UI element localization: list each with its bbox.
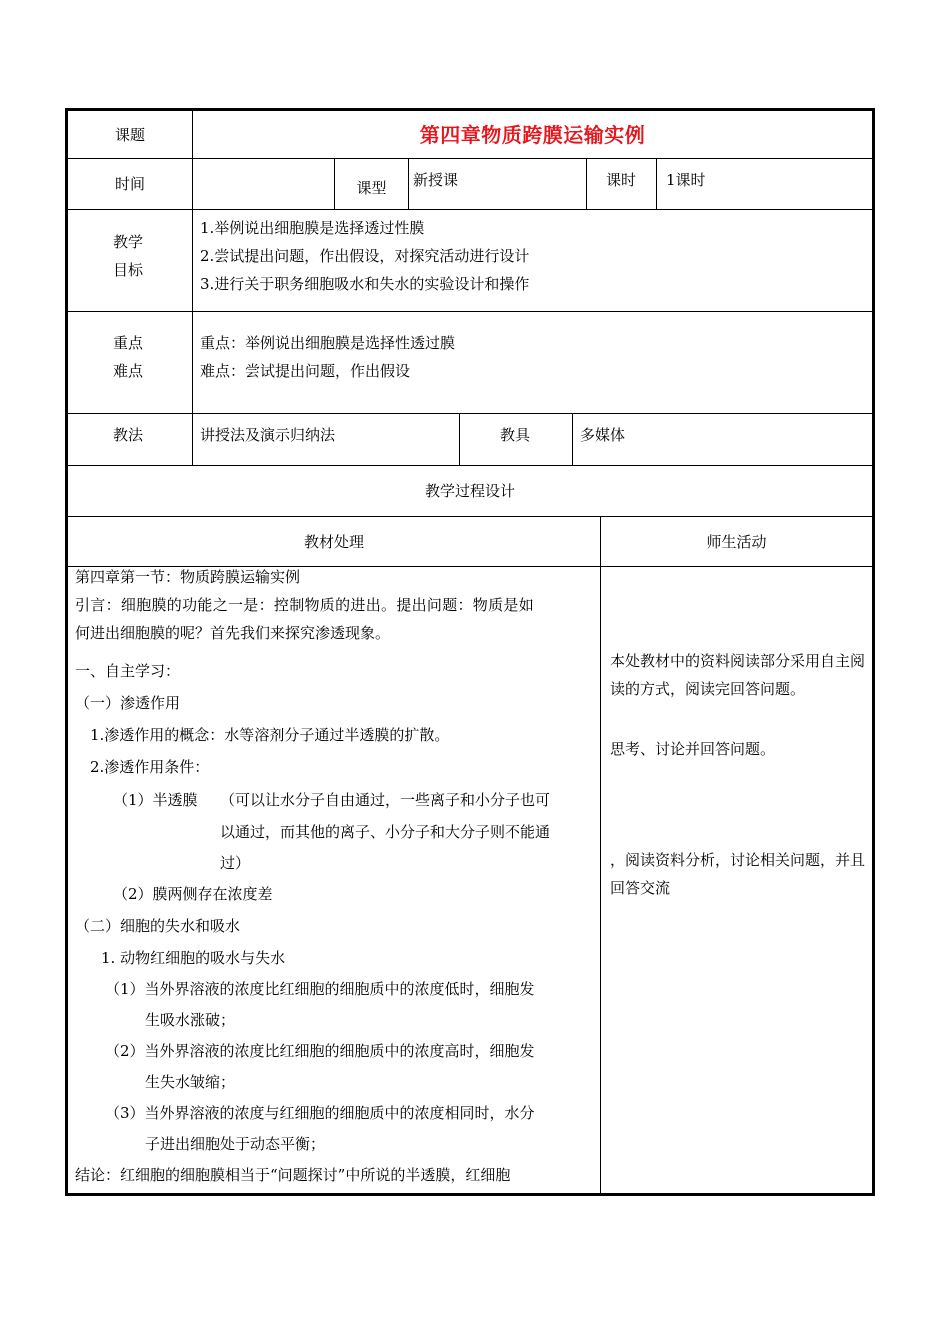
hours-label: 课时 xyxy=(606,171,637,189)
tools-value: 多媒体 xyxy=(580,426,626,444)
material-line: 1.渗透作用的概念：水等溶剂分子通过半透膜的扩散。 xyxy=(90,726,450,744)
lesson-title: 第四章物质跨膜运输实例 xyxy=(419,122,646,147)
material-line: （2）膜两侧存在浓度差 xyxy=(113,885,273,903)
goals-label-1: 教学 xyxy=(113,233,144,251)
difficult-point: 难点：尝试提出问题，作出假设 xyxy=(200,362,411,380)
activity-note: 本处教材中的资料阅读部分采用自主阅读的方式，阅读完回答问题。 xyxy=(610,652,866,698)
type-label: 课型 xyxy=(356,179,387,197)
material-line: 第四章第一节：物质跨膜运输实例 xyxy=(75,568,301,586)
material-line: 何进出细胞膜的呢？首先我们来探究渗透现象。 xyxy=(75,624,391,642)
goals-label-2: 目标 xyxy=(113,261,144,279)
material-line: 生失水皱缩； xyxy=(145,1073,236,1091)
material-line: 过） xyxy=(220,854,251,872)
material-line: 一、自主学习： xyxy=(75,662,181,680)
material-line: 子进出细胞处于动态平衡； xyxy=(145,1135,326,1153)
method-value: 讲授法及演示归纳法 xyxy=(200,426,336,444)
hours-value: 1课时 xyxy=(666,171,706,189)
material-line: 引言：细胞膜的功能之一是：控制物质的进出。提出问题：物质是如 xyxy=(75,596,535,614)
time-label: 时间 xyxy=(114,175,145,193)
activity-note: 思考、讨论并回答问题。 xyxy=(610,740,776,758)
time-value xyxy=(198,163,328,203)
column-divider xyxy=(656,158,657,209)
material-line: （二）细胞的失水和吸水 xyxy=(75,917,241,935)
column-divider xyxy=(192,111,193,465)
row-divider xyxy=(68,209,872,210)
material-line: （可以让水分子自由通过，一些离子和小分子也可 xyxy=(220,791,551,809)
material-line: （一）渗透作用 xyxy=(75,694,181,712)
material-line: （2）当外界溶液的浓度比红细胞的细胞质中的浓度高时，细胞发 xyxy=(105,1042,535,1060)
material-line: 1. 动物红细胞的吸水与失水 xyxy=(101,949,286,967)
material-column-header: 教材处理 xyxy=(303,532,364,551)
material-line: 以通过，而其他的离子、小分子和大分子则不能通 xyxy=(220,823,551,841)
material-line: 2.渗透作用条件： xyxy=(90,758,210,776)
row-divider xyxy=(68,413,872,414)
goal-item: 2.尝试提出问题，作出假设，对探究活动进行设计 xyxy=(200,247,530,265)
key-label-2: 难点 xyxy=(113,362,144,380)
material-line: （3）当外界溶液的浓度与红细胞的细胞质中的浓度相同时，水分 xyxy=(105,1104,535,1122)
method-label: 教法 xyxy=(113,426,144,444)
activity-column-header: 师生活动 xyxy=(706,532,767,551)
process-heading: 教学过程设计 xyxy=(424,482,515,500)
key-label-1: 重点 xyxy=(113,334,144,352)
type-value: 新授课 xyxy=(413,171,459,189)
column-divider xyxy=(408,158,409,209)
lesson-plan-table xyxy=(65,108,875,1196)
material-line: （1）当外界溶液的浓度比红细胞的细胞质中的浓度低时，细胞发 xyxy=(105,980,535,998)
material-line: 结论：红细胞的细胞膜相当于“问题探讨”中所说的半透膜，红细胞 xyxy=(75,1166,511,1184)
tools-label: 教具 xyxy=(500,426,531,444)
topic-label: 课题 xyxy=(114,125,145,144)
column-divider xyxy=(572,413,573,465)
activity-note: ，阅读资料分析，讨论相关问题，并且回答交流 xyxy=(610,851,866,897)
column-divider xyxy=(600,516,601,1193)
key-point: 重点：举例说出细胞膜是选择性透过膜 xyxy=(200,334,456,352)
row-divider xyxy=(68,311,872,312)
material-line: （1）半透膜 xyxy=(113,791,198,809)
goal-item: 3.进行关于职务细胞吸水和失水的实验设计和操作 xyxy=(200,275,530,293)
column-divider xyxy=(586,158,587,209)
goal-item: 1.举例说出细胞膜是选择透过性膜 xyxy=(200,219,425,237)
material-line: 生吸水涨破； xyxy=(145,1011,236,1029)
column-divider xyxy=(459,413,460,465)
